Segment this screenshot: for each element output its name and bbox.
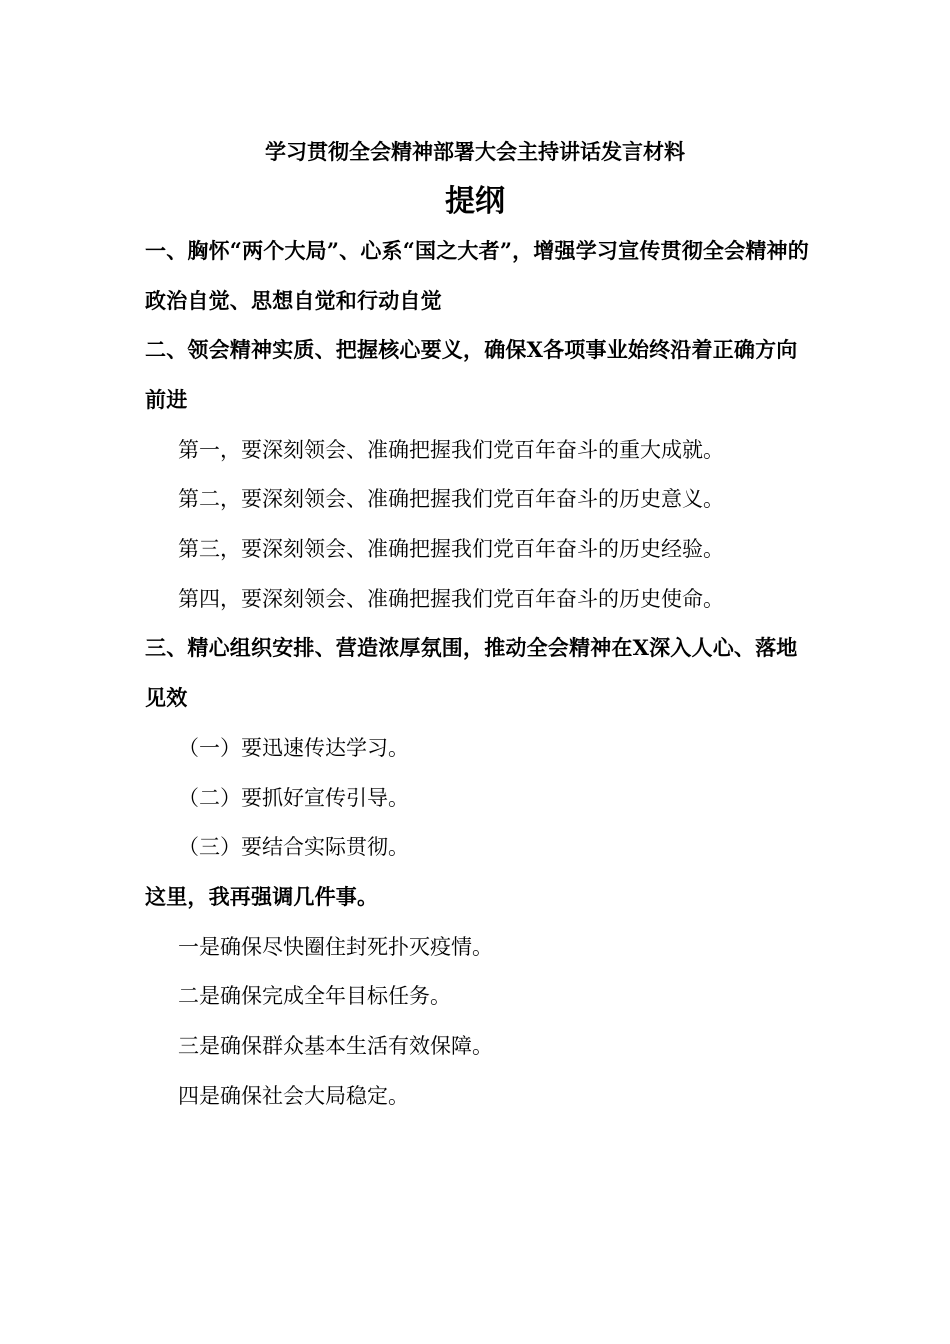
- list-item: 四是确保社会大局稳定。: [178, 1084, 409, 1108]
- list-item: 第一，要深刻领会、准确把握我们党百年奋斗的重大成就。: [178, 438, 724, 462]
- list-item: 三是确保群众基本生活有效保障。: [178, 1034, 493, 1058]
- document-title: 学习贯彻全会精神部署大会主持讲话发言材料: [265, 139, 685, 164]
- section-heading-3: 三、精心组织安排、营造浓厚氛围，推动全会精神在X深入人心、落地见效: [145, 635, 798, 710]
- list-item: 第二，要深刻领会、准确把握我们党百年奋斗的历史意义。: [178, 487, 724, 511]
- section-heading-1: 一、胸怀“两个大局”、心系“国之大者”，增强学习宣传贯彻全会精神的政治自觉、思想自觉和行动自觉: [145, 238, 809, 313]
- list-item: （一）要迅速传达学习。: [178, 736, 409, 760]
- list-item: 一是确保尽快圈住封死扑灭疫情。: [178, 935, 493, 959]
- section-heading-4: 这里，我再强调几件事。: [145, 884, 379, 909]
- document-subtitle: 提纲: [445, 184, 505, 219]
- list-item: 第三，要深刻领会、准确把握我们党百年奋斗的历史经验。: [178, 537, 724, 561]
- list-item: （二）要抓好宣传引导。: [178, 786, 409, 810]
- list-item: （三）要结合实际贯彻。: [178, 835, 409, 859]
- list-item: 二是确保完成全年目标任务。: [178, 984, 451, 1008]
- list-item: 第四，要深刻领会、准确把握我们党百年奋斗的历史使命。: [178, 587, 724, 611]
- section-heading-2: 二、领会精神实质、把握核心要义，确保X各项事业始终沿着正确方向前进: [145, 337, 798, 412]
